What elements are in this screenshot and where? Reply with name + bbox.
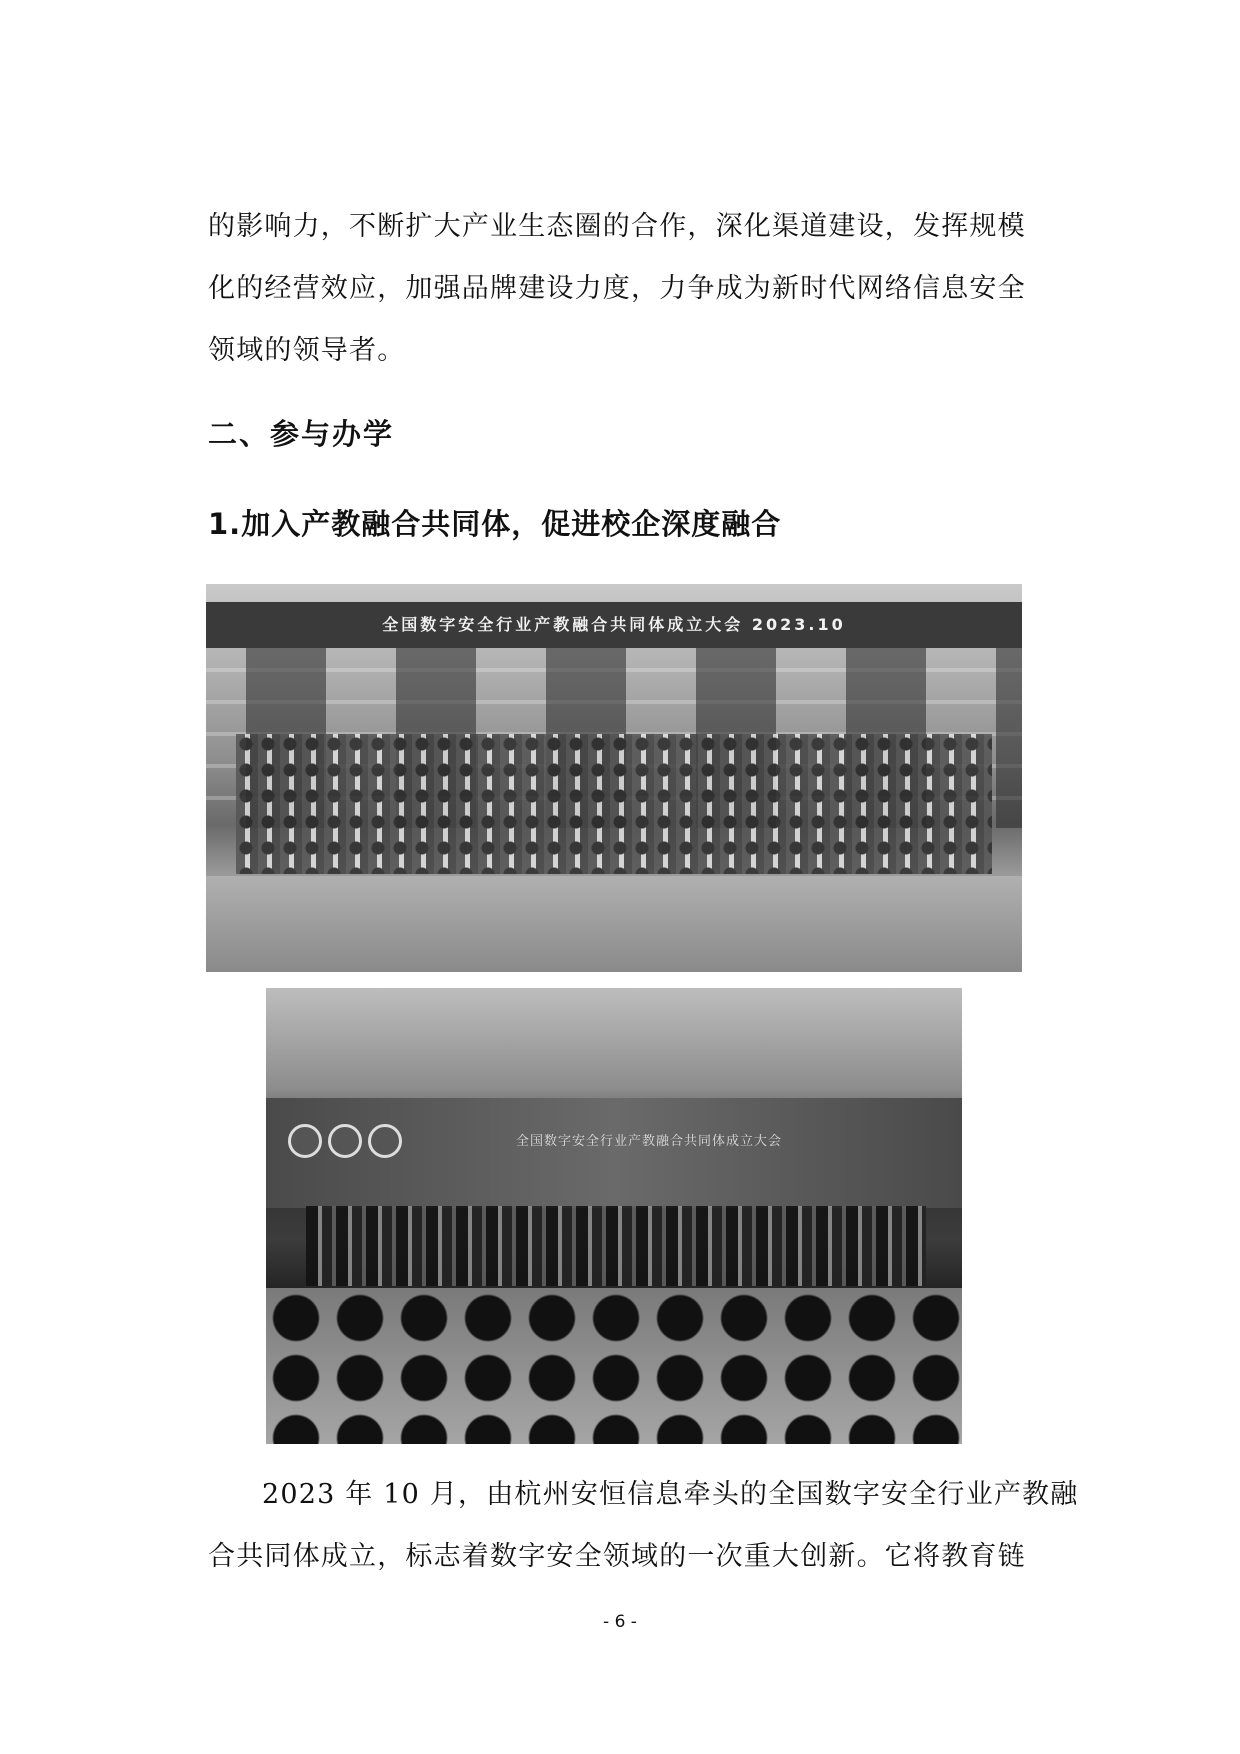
attendee-crowd [236, 734, 992, 874]
audience [266, 1288, 962, 1444]
group-photo [206, 584, 1022, 972]
page-number: - 6 - [603, 1612, 637, 1632]
company-logo-icon [368, 1124, 402, 1158]
paragraph-2-line-2: 合共同体成立，标志着数字安全领域的一次重大创新。它将教育链 [208, 1541, 1026, 1572]
stage-screen [266, 1098, 962, 1208]
emblem-logo-icon [288, 1124, 322, 1158]
paragraph-2-line-1: 2023 年 10 月，由杭州安恒信息牵头的全国数字安全行业产教融 [262, 1479, 1079, 1510]
paragraph-1-line-3: 领域的领导者。 [208, 335, 406, 366]
ceremony-photo [266, 988, 962, 1444]
section-heading: 二、参与办学 [208, 417, 395, 451]
emblem-logo-icon [328, 1124, 362, 1158]
photo-banner: 全国数字安全行业产教融合共同体成立大会 2023.10 [206, 602, 1022, 648]
section-subheading: 1.加入产教融合共同体，促进校企深度融合 [208, 507, 782, 541]
stage-people [306, 1206, 926, 1286]
screen-title: 全国数字安全行业产教融合共同体成立大会 [516, 1134, 783, 1149]
paragraph-1-line-1: 的影响力，不断扩大产业生态圈的合作，深化渠道建设，发挥规模 [208, 211, 1026, 242]
ground [206, 876, 1022, 972]
paragraph-1-line-2: 化的经营效应，加强品牌建设力度，力争成为新时代网络信息安全 [208, 273, 1026, 304]
